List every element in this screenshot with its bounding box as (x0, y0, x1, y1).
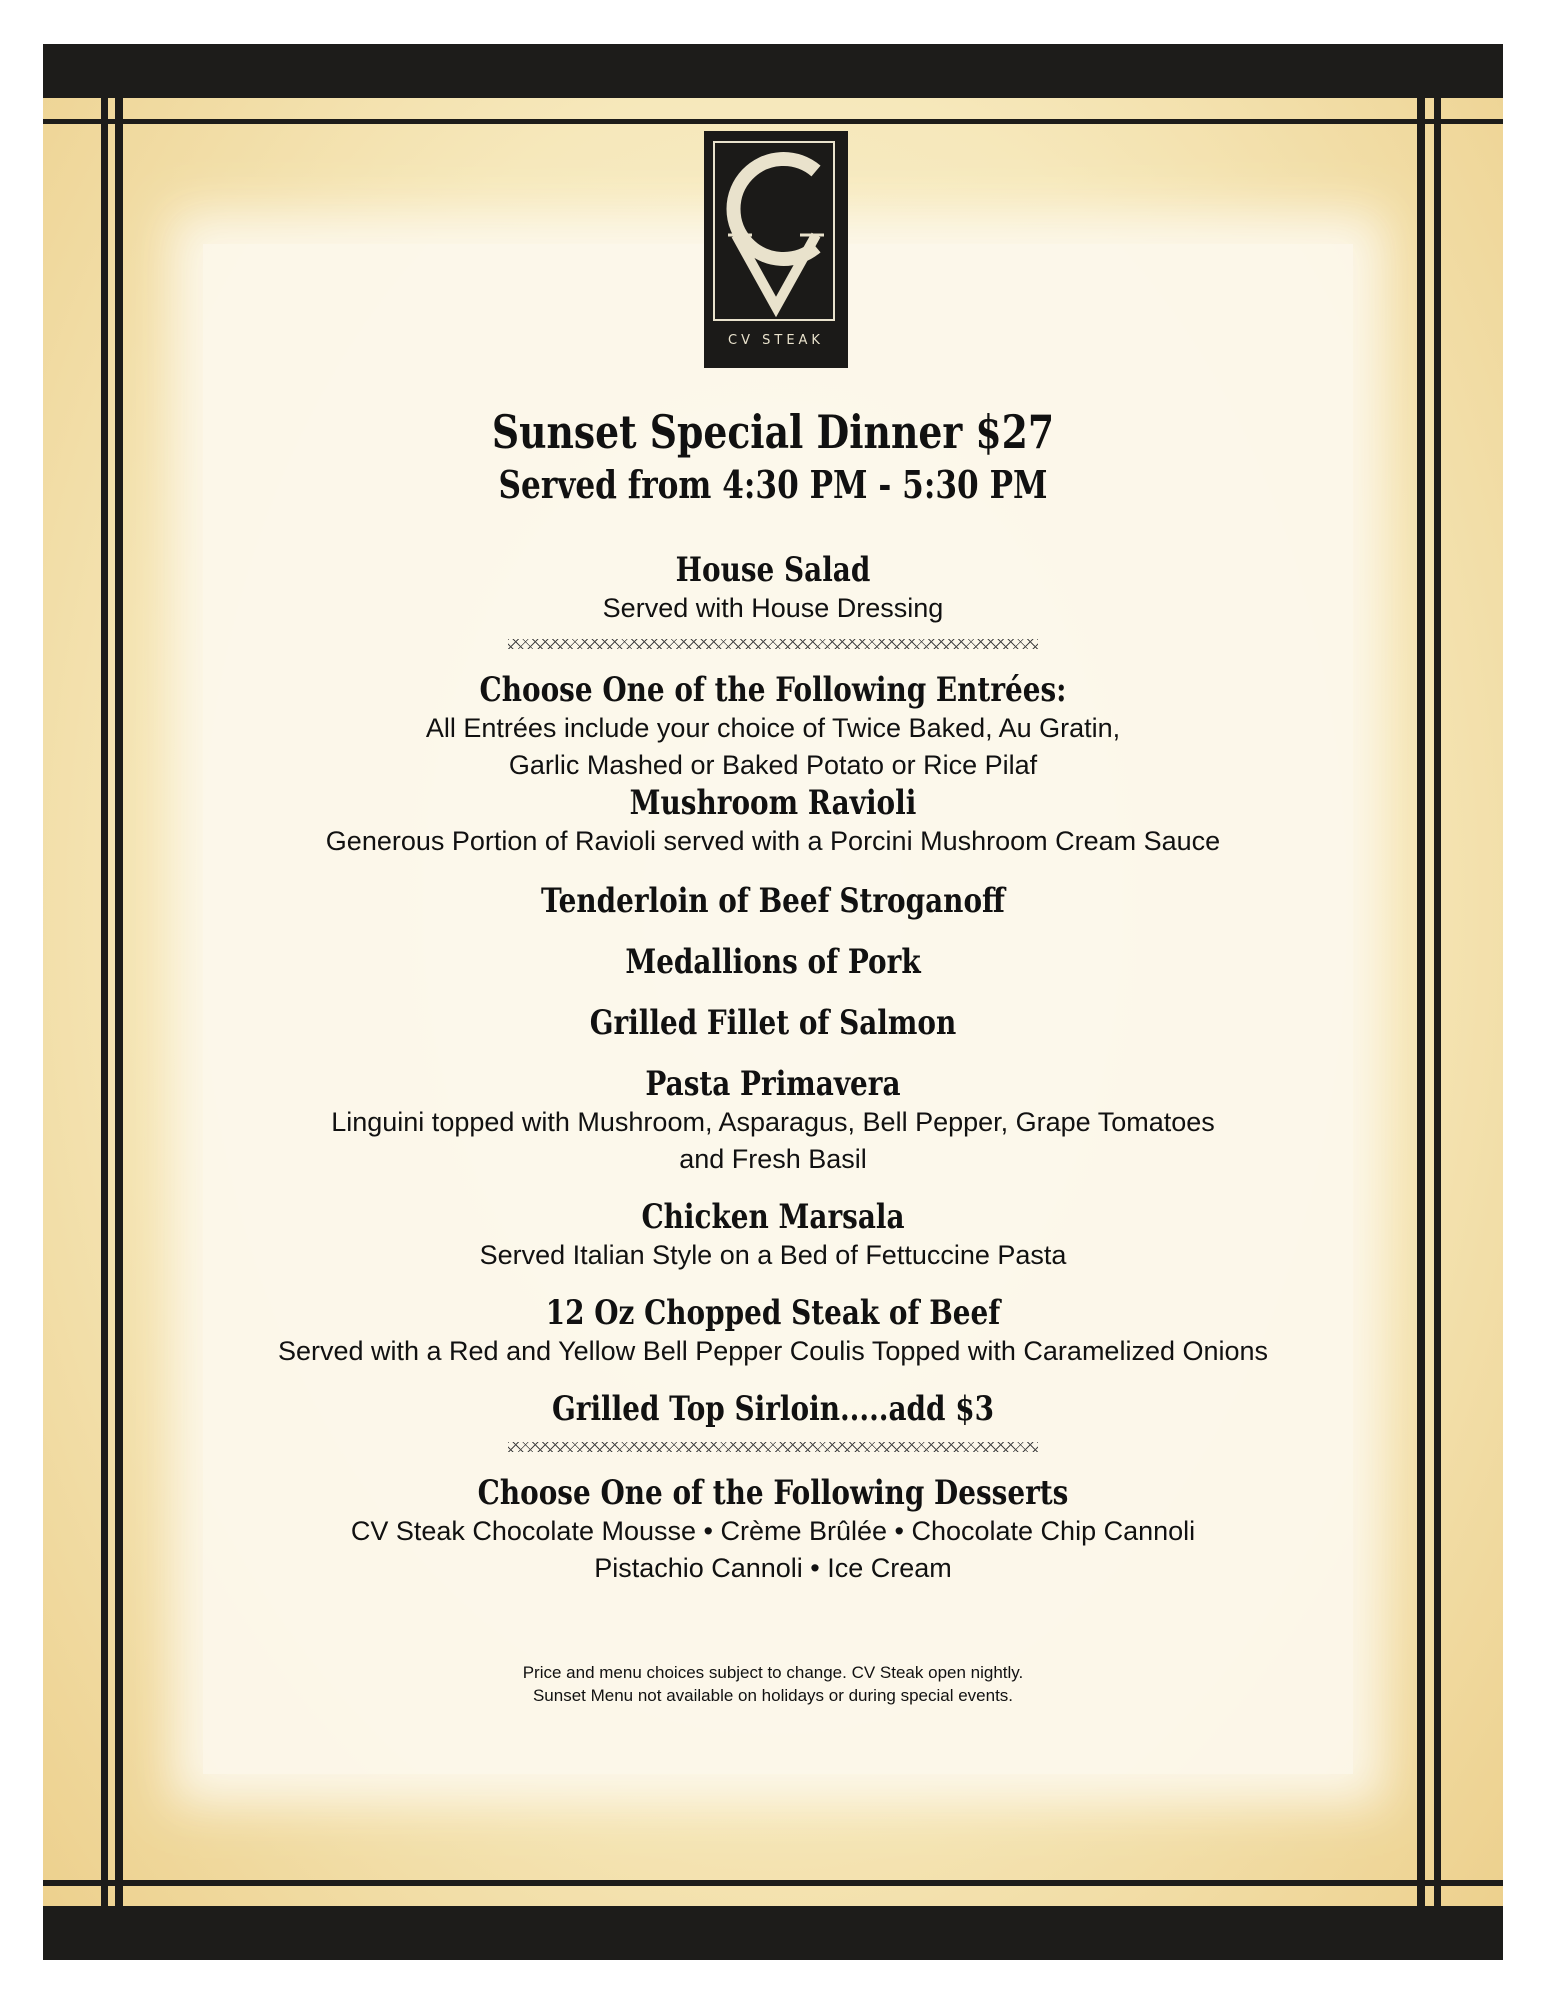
menu-content (43, 406, 1503, 1707)
entree-name: Pasta Primavera (645, 1064, 901, 1105)
cv-monogram-icon (718, 149, 834, 319)
divider (508, 1442, 1038, 1452)
entree-description: Generous Portion of Ravioli served with a Porcini Mushroom Cream Sauce (325, 825, 1221, 856)
menu-card (43, 44, 1503, 1960)
entree-name: 12 Oz Chopped Steak of Beef (545, 1293, 1001, 1334)
entree-name: Chicken Marsala (641, 1197, 905, 1238)
entree-description: Served Italian Style on a Bed of Fettuccine Pasta (479, 1240, 1067, 1271)
entrees-note-line2: Garlic Mashed or Baked Potato or Rice Pilaf (508, 749, 1038, 780)
entree-name: Grilled Fillet of Salmon (589, 1003, 957, 1044)
top-rule (43, 119, 1503, 124)
desserts-line1: CV Steak Chocolate Mousse • Crème Brûlée • Chocolate Chip Cannoli (350, 1515, 1196, 1546)
salad-description: Served with House Dressing (602, 592, 944, 623)
bottom-band (43, 1906, 1503, 1960)
salad-name: House Salad (675, 549, 871, 590)
entree-description: Linguini topped with Mushroom, Asparagus, Bell Pepper, Grape Tomatoes (331, 1107, 1215, 1138)
menu-title: Sunset Special Dinner $27 (491, 405, 1055, 459)
footer-note-line1: Price and menu choices subject to change. CV Steak open nightly. (522, 1662, 1024, 1682)
desserts-heading: Choose One of the Following Desserts (477, 1472, 1069, 1513)
entree-name: Grilled Top Sirloin.....add $3 (551, 1389, 995, 1430)
desserts-line2: Pistachio Cannoli • Ice Cream (594, 1552, 952, 1583)
entree-description: Served with a Red and Yellow Bell Pepper Coulis Topped with Caramelized Onions (277, 1336, 1269, 1367)
bottom-rule (43, 1880, 1503, 1886)
entree-name: Medallions of Pork (625, 941, 921, 982)
cv-steak-logo (704, 131, 848, 368)
footer-note-line2: Sunset Menu not available on holidays or during special events. (532, 1685, 1014, 1705)
logo-brand-text: CV STEAK (728, 333, 824, 348)
top-band (43, 44, 1503, 98)
entrees-heading: Choose One of the Following Entrées: (479, 669, 1067, 710)
entrees-note-line1: All Entrées include your choice of Twice Baked, Au Gratin, (425, 712, 1121, 743)
serving-hours: Served from 4:30 PM - 5:30 PM (498, 461, 1048, 507)
divider (508, 639, 1038, 649)
entree-name: Mushroom Ravioli (629, 782, 917, 823)
entree-description: and Fresh Basil (679, 1144, 867, 1175)
entree-name: Tenderloin of Beef Stroganoff (541, 880, 1005, 921)
